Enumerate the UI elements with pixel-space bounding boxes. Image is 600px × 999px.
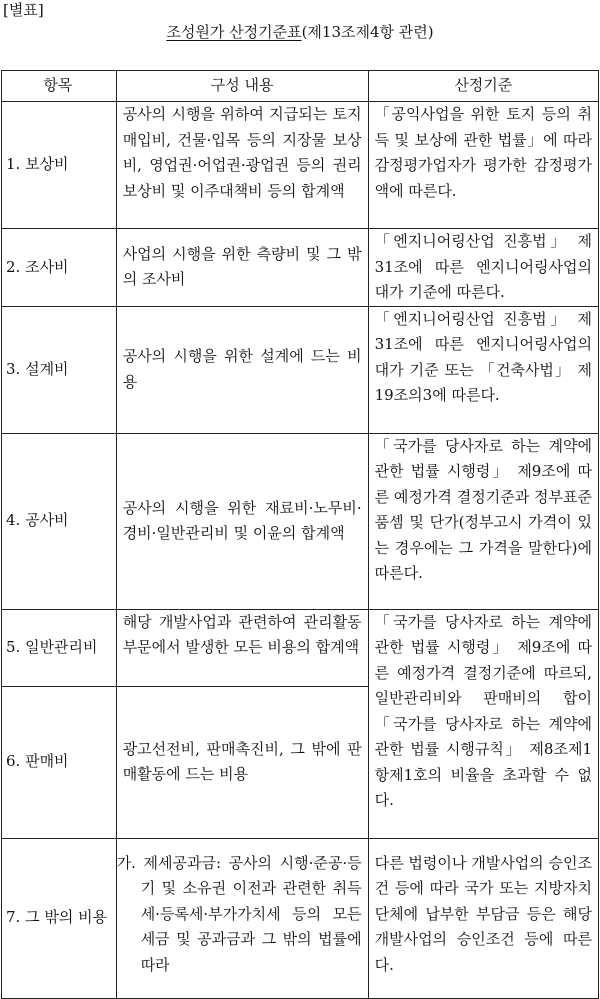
- cost-criteria-table: [1, 70, 599, 999]
- table-row: [2, 609, 599, 686]
- table-row: [2, 306, 599, 433]
- title-main: 조성원가 산정기준표: [166, 23, 302, 41]
- row-criteria-merged: 「국가를 당사자로 하는 계약에 관한 법률 시행령」 제9조에 따른 예정가격 결정기준에 따르되, 일반관리비와 판매비의 합이 「국가를 당사자로 하는 계약에 관한 법률 시행규칙」 제8조제1항제1호의 비율을 초과할 수 없다.: [368, 609, 598, 838]
- column-header-item: 항목: [2, 71, 117, 102]
- row-content: 가. 제세공과금: 공사의 시행·준공·등기 및 소유권 이전과 관련한 취득세·등록세·부가가치세 등의 모든 세금 및 공과금과 그 밖의 법률에 따라: [116, 838, 368, 998]
- row-criteria: 다른 법령이나 개발사업의 승인조건 등에 따라 국가 또는 지방자치단체에 납부한 부담금 등은 해당 개발사업의 승인조건 등에 따른다.: [368, 838, 598, 998]
- column-header-criteria: 산정기준: [368, 71, 598, 102]
- row-item: 3. 설계비: [2, 306, 117, 433]
- row-item: 7. 그 밖의 비용: [2, 838, 117, 998]
- column-header-content: 구성 내용: [116, 71, 368, 102]
- document-title: [0, 22, 600, 42]
- row-criteria: 「엔지니어링산업 진흥법」 제31조에 따른 엔지니어링사업의 대가 기준에 따른다.: [368, 229, 598, 307]
- row-content: 공사의 시행을 위한 재료비·노무비·경비·일반관리비 및 이윤의 합계액: [116, 433, 368, 609]
- row-item: 4. 공사비: [2, 433, 117, 609]
- row-item: 2. 조사비: [2, 229, 117, 307]
- row-criteria: 「엔지니어링산업 진흥법」 제31조에 따른 엔지니어링사업의 대가 기준 또는 「건축사법」 제19조의3에 따른다.: [368, 306, 598, 433]
- row-criteria: 「국가를 당사자로 하는 계약에 관한 법률 시행령」 제9조에 따른 예정가격 결정기준과 정부표준품셈 및 단가(정부고시 가격이 있는 경우에는 그 가격을 말한다)에 따른다.: [368, 433, 598, 609]
- row-content: 광고선전비, 판매촉진비, 그 밖에 판매활동에 드는 비용: [116, 686, 368, 838]
- row-criteria: 「공익사업을 위한 토지 등의 취득 및 보상에 관한 법률」에 따라 감정평가업자가 평가한 감정평가액에 따른다.: [368, 102, 598, 229]
- annex-tag: [별표]: [3, 1, 44, 19]
- table-header-row: [2, 71, 599, 102]
- row-content: 해당 개발사업과 관련하여 관리활동부문에서 발생한 모든 비용의 합계액: [116, 609, 368, 686]
- row-item: 1. 보상비: [2, 102, 117, 229]
- title-suffix: (제13조제4항 관련): [301, 23, 434, 41]
- row-item: 5. 일반관리비: [2, 609, 117, 686]
- table-row: [2, 838, 599, 998]
- row-content: 공사의 시행을 위하여 지급되는 토지매입비, 건물·입목 등의 지장물 보상비, 영업권·어업권·광업권 등의 권리보상비 및 이주대책비 등의 합계액: [116, 102, 368, 229]
- row-item: 6. 판매비: [2, 686, 117, 838]
- row-content: 공사의 시행을 위한 설계에 드는 비용: [116, 306, 368, 433]
- row-content: 사업의 시행을 위한 측량비 및 그 밖의 조사비: [116, 229, 368, 307]
- table-row: [2, 433, 599, 609]
- table-row: [2, 229, 599, 307]
- table-row: [2, 102, 599, 229]
